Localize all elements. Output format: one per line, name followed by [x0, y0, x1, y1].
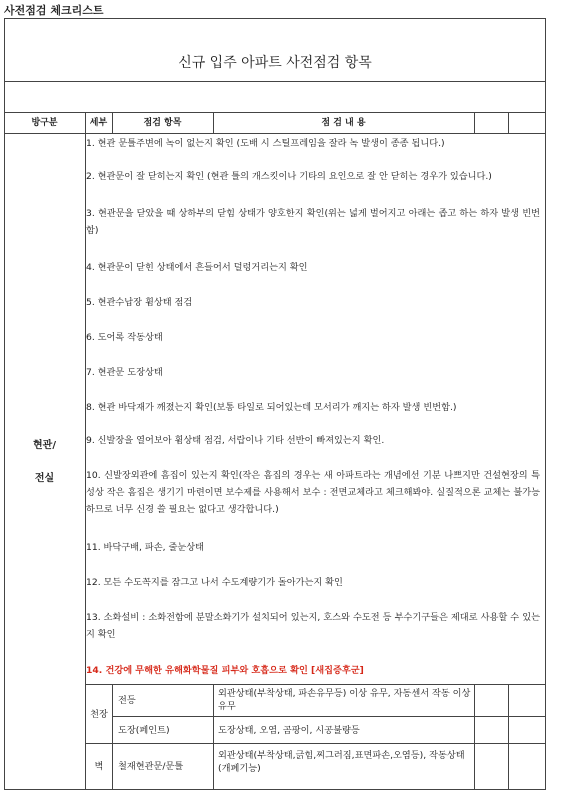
space-label-line1: 현관/ — [33, 440, 56, 451]
col-divider — [112, 684, 113, 790]
list-item: 12. 모든 수도꼭지를 잠그고 나서 수도계량기가 돌아가는지 확인 — [86, 577, 343, 588]
header-space: 방구분 — [31, 118, 58, 128]
subtable-item-light: 전등 — [118, 695, 136, 706]
col-divider — [474, 684, 475, 790]
subtable-border — [85, 743, 546, 744]
subtable-detail-wall: 벽 — [94, 761, 104, 772]
space-label-line2: 전실 — [34, 473, 55, 484]
col-divider — [508, 112, 509, 133]
col-divider — [508, 684, 509, 790]
header-item: 점검 항목 — [143, 118, 182, 128]
list-item: 9. 신발장을 열어보아 휨상태 점검, 서랍이나 기타 선반이 빠져있는지 확인. — [86, 435, 385, 446]
header-detail: 세부 — [89, 118, 108, 128]
list-item: 11. 바닥구배, 파손, 줄눈상태 — [86, 542, 204, 553]
main-title: 신규 입주 아파트 사전점검 항목 — [178, 55, 372, 71]
list-item: 5. 현관수납장 휨상태 점검 — [86, 297, 193, 308]
subtable-detail-ceiling: 천장 — [90, 709, 108, 720]
list-item: 2. 현관문이 잘 닫히는지 확인 (현관 틀의 개스킷이나 기타의 요인으로 잘 안 닫히는 경우가 있습니다.) — [86, 171, 492, 182]
list-item: 3. 현관문을 닫았을 때 상하부의 닫힘 상태가 양호한지 확인(위는 넓게 벌어지고 아래는 좁고 하는 하자 발생 빈번함) — [86, 208, 540, 236]
list-item: 10. 신발장외관에 흠집이 있는지 확인(작은 흠집의 경우는 새 아파트라는 개념에선 기분 나쁘지만 건설현장의 특성상 작은 흠집은 생기기 마련이면 보수제를 사용해서 보수 : 전면교체라고 체크해봐야. 실질적으론 교체는 불가능하므로 너무 신경 쓸 필요는 없다고 생각합니다.) — [86, 470, 540, 515]
list-item: 6. 도어록 작동상태 — [86, 332, 163, 343]
col-divider — [474, 112, 475, 133]
list-item: 4. 현관문이 닫힌 상태에서 흔들어서 덜렁거리는지 확인 — [86, 262, 308, 273]
list-item: 1. 현관 문틀주변에 녹이 없는지 확인 (도배 시 스틸프레임을 잘라 녹 발생이 종종 됩니다.) — [86, 138, 445, 149]
list-item: 13. 소화설비 : 소화전함에 분말소화기가 설치되어 있는지, 호스와 수도전 등 부수기구들은 제대로 사용할 수 있는지 확인 — [86, 612, 540, 640]
col-divider — [213, 684, 214, 790]
subtable-content-door: 외관상태(부착상태,긁힘,찌그러짐,표면파손,오염등), 작동상태(개폐기능) — [218, 750, 465, 774]
header-content: 점 검 내 용 — [321, 118, 366, 128]
doc-label: 사전점검 체크리스트 — [4, 4, 104, 17]
subtable-content-paint: 도장상태, 오염, 곰팡이, 시공불량등 — [218, 725, 360, 736]
divider — [4, 81, 546, 82]
subtable-border — [112, 716, 546, 717]
subtable-item-paint: 도장(페인트) — [118, 725, 170, 736]
subtable-item-door: 철재현관문/문틀 — [118, 761, 184, 772]
subtable-border — [85, 684, 546, 685]
list-item: 8. 현관 바닥재가 깨졌는지 확인(보통 타일로 되어있는데 모서리가 깨지는 하자 발생 빈번함.) — [86, 402, 457, 413]
list-item: 7. 현관문 도장상태 — [86, 367, 163, 378]
list-item: 14. 건강에 무해한 유해화학물질 피부와 호흡으로 확인 [새집증후군] — [86, 665, 364, 676]
subtable-content-light: 외관상태(부착상태, 파손유무등) 이상 유무, 자동센서 작동 이상 유무 — [218, 688, 471, 712]
